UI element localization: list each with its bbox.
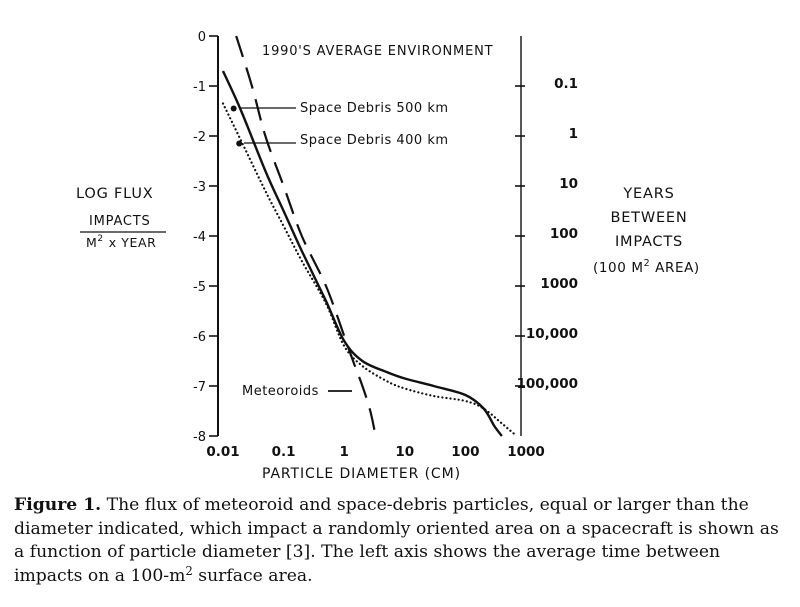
caption-text: The flux of meteoroid and space-debris particles, equal or larger than the diameter indicated, which impact a randomly oriented area on a spacecraft is shown as a function of particle diameter [3]. The left axis shows the average time between impacts on a 100-m bbox=[14, 495, 779, 586]
right-tick-label: 1000 bbox=[540, 276, 578, 292]
right-axis-label-area: (100 $M^2$ AREA) bbox=[593, 258, 700, 276]
x-axis-label: PARTICLE DIAMETER (CM) bbox=[262, 466, 461, 482]
left-axis-label-numerator: IMPACTS bbox=[89, 214, 151, 229]
x-tick-label: 1000 bbox=[507, 444, 545, 460]
left-axis-label-denominator: $M^2$ x YEAR bbox=[86, 234, 157, 250]
x-tick-label: 10 bbox=[395, 444, 415, 460]
caption-text-end: surface area. bbox=[192, 565, 313, 586]
right-axis-label-between: BETWEEN bbox=[610, 210, 688, 226]
series-marker-dot bbox=[231, 106, 237, 112]
left-axis-label-title: LOG FLUX bbox=[76, 186, 154, 202]
series-space-debris-500-km bbox=[223, 71, 502, 436]
left-tick-label: -8 bbox=[193, 430, 206, 445]
legend-label-400: Space Debris 400 km bbox=[300, 133, 449, 148]
legend-label-500: Space Debris 500 km bbox=[300, 101, 449, 116]
series-layer bbox=[223, 36, 517, 436]
series-meteoroids bbox=[236, 36, 375, 436]
caption-figure-label: Figure 1. bbox=[14, 495, 102, 515]
left-tick-label: -1 bbox=[193, 80, 206, 95]
right-tick-label: 100,000 bbox=[516, 376, 578, 392]
right-tick-label: 10 bbox=[559, 176, 578, 192]
right-tick-label: 1 bbox=[568, 126, 578, 142]
x-tick-label: 100 bbox=[451, 444, 480, 460]
left-tick-label: -6 bbox=[193, 330, 206, 345]
legend-label-meteoroids: Meteoroids bbox=[242, 384, 319, 399]
right-tick-label: 10,000 bbox=[525, 326, 578, 342]
x-tick-label: 1 bbox=[339, 444, 349, 460]
left-tick-label: -2 bbox=[193, 130, 206, 145]
right-tick-label: 0.1 bbox=[554, 76, 578, 92]
x-tick-label: 0.01 bbox=[206, 444, 240, 460]
right-tick-label: 100 bbox=[549, 226, 578, 242]
right-axis-label-impacts: IMPACTS bbox=[614, 234, 684, 250]
left-tick-label: -5 bbox=[193, 280, 206, 295]
left-tick-label: -3 bbox=[193, 180, 206, 195]
series-marker-dot bbox=[236, 141, 242, 147]
chart-title: 1990'S AVERAGE ENVIRONMENT bbox=[262, 44, 494, 59]
figure-caption bbox=[14, 494, 786, 588]
right-axis-label-years: YEARS bbox=[623, 186, 675, 202]
caption-superscript: 2 bbox=[185, 564, 193, 579]
left-tick-label: -7 bbox=[193, 380, 206, 395]
left-tick-label: 0 bbox=[197, 30, 206, 45]
x-tick-label: 0.1 bbox=[271, 444, 296, 460]
left-tick-label: -4 bbox=[193, 230, 206, 245]
